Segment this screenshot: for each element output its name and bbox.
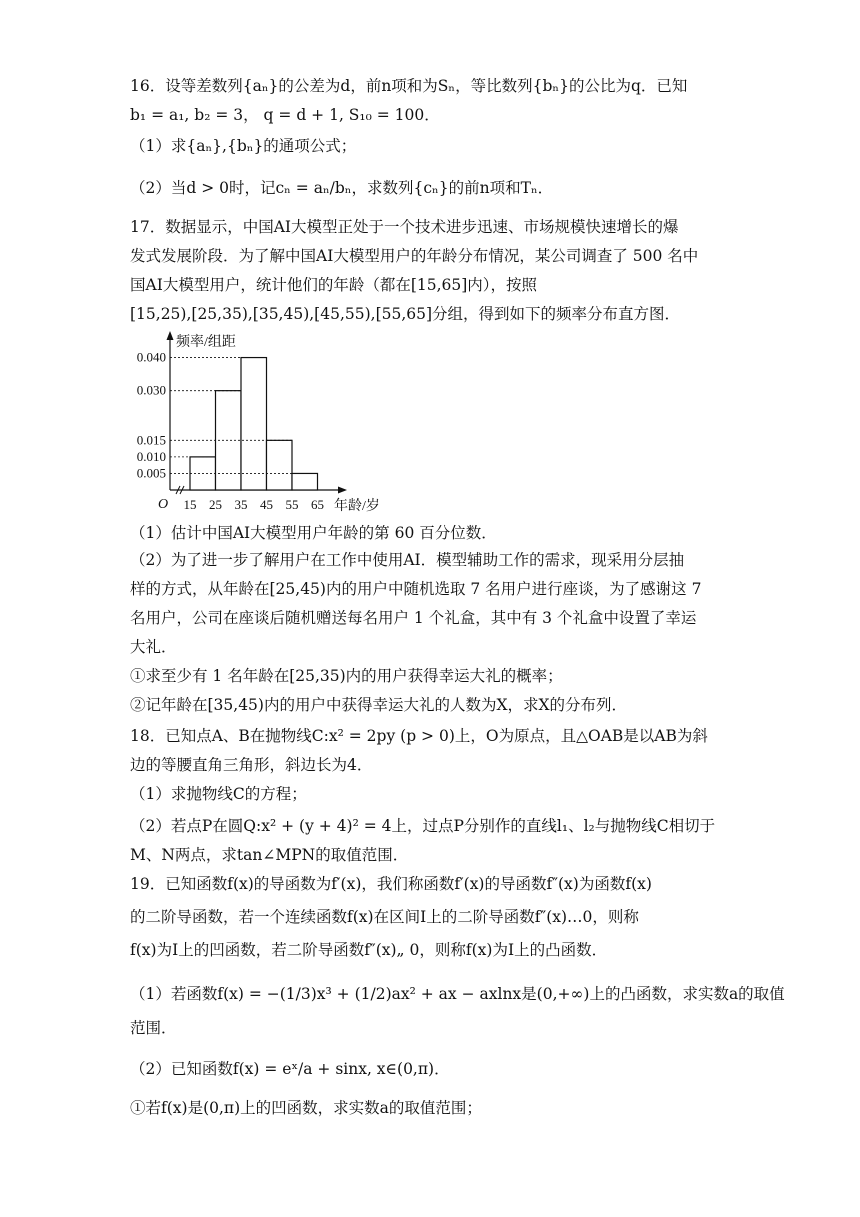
q18-part-1: （1）求抛物线C的方程； xyxy=(130,785,307,803)
x-tick-label: 65 xyxy=(311,497,324,512)
q19-line-1: 19．已知函数f(x)的导函数为f′(x)，我们称函数f′(x)的导函数f″(x)为函数f(x) xyxy=(130,875,652,893)
q17-line-1: 17．数据显示，中国AI大模型正处于一个技术进步迅速、市场规模快速增长的爆 xyxy=(130,218,679,236)
y-tick-label: 0.030 xyxy=(136,382,166,398)
y-axis-label: 频率/组距 xyxy=(176,335,236,350)
x-tick-label: 35 xyxy=(234,497,248,512)
x-axis-arrow xyxy=(338,487,347,494)
q19-sub-1: ①若f(x)是(0,π)上的凹函数，求实数a的取值范围； xyxy=(130,1099,482,1117)
y-tick-label: 0.015 xyxy=(136,432,166,448)
q16-part-1: （1）求{aₙ},{bₙ}的通项公式； xyxy=(130,137,357,155)
q19-line-3: f(x)为I上的凹函数，若二阶导函数f″(x)„ 0，则称f(x)为I上的凸函数． xyxy=(130,941,608,959)
q17-part-1: （1）估计中国AI大模型用户年龄的第 60 百分位数． xyxy=(130,524,497,542)
origin-label: O xyxy=(158,497,169,512)
x-tick-label: 15 xyxy=(183,497,197,512)
x-axis-label: 年龄/岁 xyxy=(334,499,380,514)
q19-line-2: 的二阶导函数，若一个连续函数f(x)在区间I上的二阶导函数f″(x)…0，则称 xyxy=(130,908,639,926)
y-tick-label: 0.005 xyxy=(136,465,166,481)
y-axis-arrow xyxy=(167,331,174,340)
histogram-bar xyxy=(267,440,293,490)
q19-part-1-line-1: （1）若函数f(x) = −(1/3)x³ + (1/2)ax² + ax − axlnx是(0,+∞)上的凸函数，求实数a的取值 xyxy=(130,985,785,1003)
y-tick-label: 0.040 xyxy=(136,349,166,365)
q18-line-2: 边的等腰直角三角形，斜边长为4． xyxy=(130,756,373,774)
q17-part-2-line-3: 名用户，公司在座谈后随机赠送每名用户 1 个礼盒，其中有 3 个礼盒中设置了幸运 xyxy=(130,609,697,627)
q17-part-2-line-1: （2）为了进一步了解用户在工作中使用AI．模型辅助工作的需求，现采用分层抽 xyxy=(130,551,685,569)
q16-line-1: 16．设等差数列{aₙ}的公差为d，前n项和为Sₙ，等比数列{bₙ}的公比为q．已知 xyxy=(130,77,688,95)
q17-sub-2: ②记年龄在[35,45)内的用户中获得幸运大礼的人数为X，求X的分布列． xyxy=(130,696,628,714)
q18-part-2-line-2: M、N两点，求tan∠MPN的取值范围． xyxy=(130,846,409,864)
histogram-bar xyxy=(241,358,267,490)
q17-part-2-line-4: 大礼． xyxy=(130,638,177,656)
x-tick-label: 55 xyxy=(285,497,299,512)
q17-sub-1: ①求至少有 1 名年龄在[25,35)内的用户获得幸运大礼的概率； xyxy=(130,667,563,685)
x-tick-label: 45 xyxy=(260,497,273,512)
histogram-bar xyxy=(292,473,318,490)
x-tick-label: 25 xyxy=(209,497,222,512)
q19-part-1-line-2: 范围． xyxy=(130,1019,177,1037)
q16-line-2: b₁ = a₁, b₂ = 3， q = d + 1, S₁₀ = 100． xyxy=(130,106,440,124)
q17-part-2-line-2: 样的方式，从年龄在[25,45)内的用户中随机选取 7 名用户进行座谈，为了感谢这 7 xyxy=(130,580,702,598)
y-tick-label: 0.010 xyxy=(136,448,166,464)
q17-line-2: 发式发展阶段．为了解中国AI大模型用户的年龄分布情况，某公司调查了 500 名中 xyxy=(130,247,699,265)
q17-line-4: [15,25),[25,35),[35,45),[45,55),[55,65]分组，得到如下的频率分布直方图． xyxy=(130,305,681,323)
q18-part-2-line-1: （2）若点P在圆Q:x² + (y + 4)² = 4上，过点P分别作的直线l₁、l₂与抛物线C相切于 xyxy=(130,817,716,835)
q19-part-2: （2）已知函数f(x) = eˣ/a + sinx, x∈(0,π)． xyxy=(130,1060,450,1078)
q17-line-3: 国AI大模型用户，统计他们的年龄（都在[15,65]内），按照 xyxy=(130,276,538,294)
q16-part-2: （2）当d > 0时，记cₙ = aₙ/bₙ，求数列{cₙ}的前n项和Tₙ． xyxy=(130,179,554,197)
q18-line-1: 18．已知点A、B在抛物线C:x² = 2py (p > 0)上，O为原点，且△OAB是以AB为斜 xyxy=(130,727,708,745)
frequency-histogram xyxy=(126,331,406,521)
